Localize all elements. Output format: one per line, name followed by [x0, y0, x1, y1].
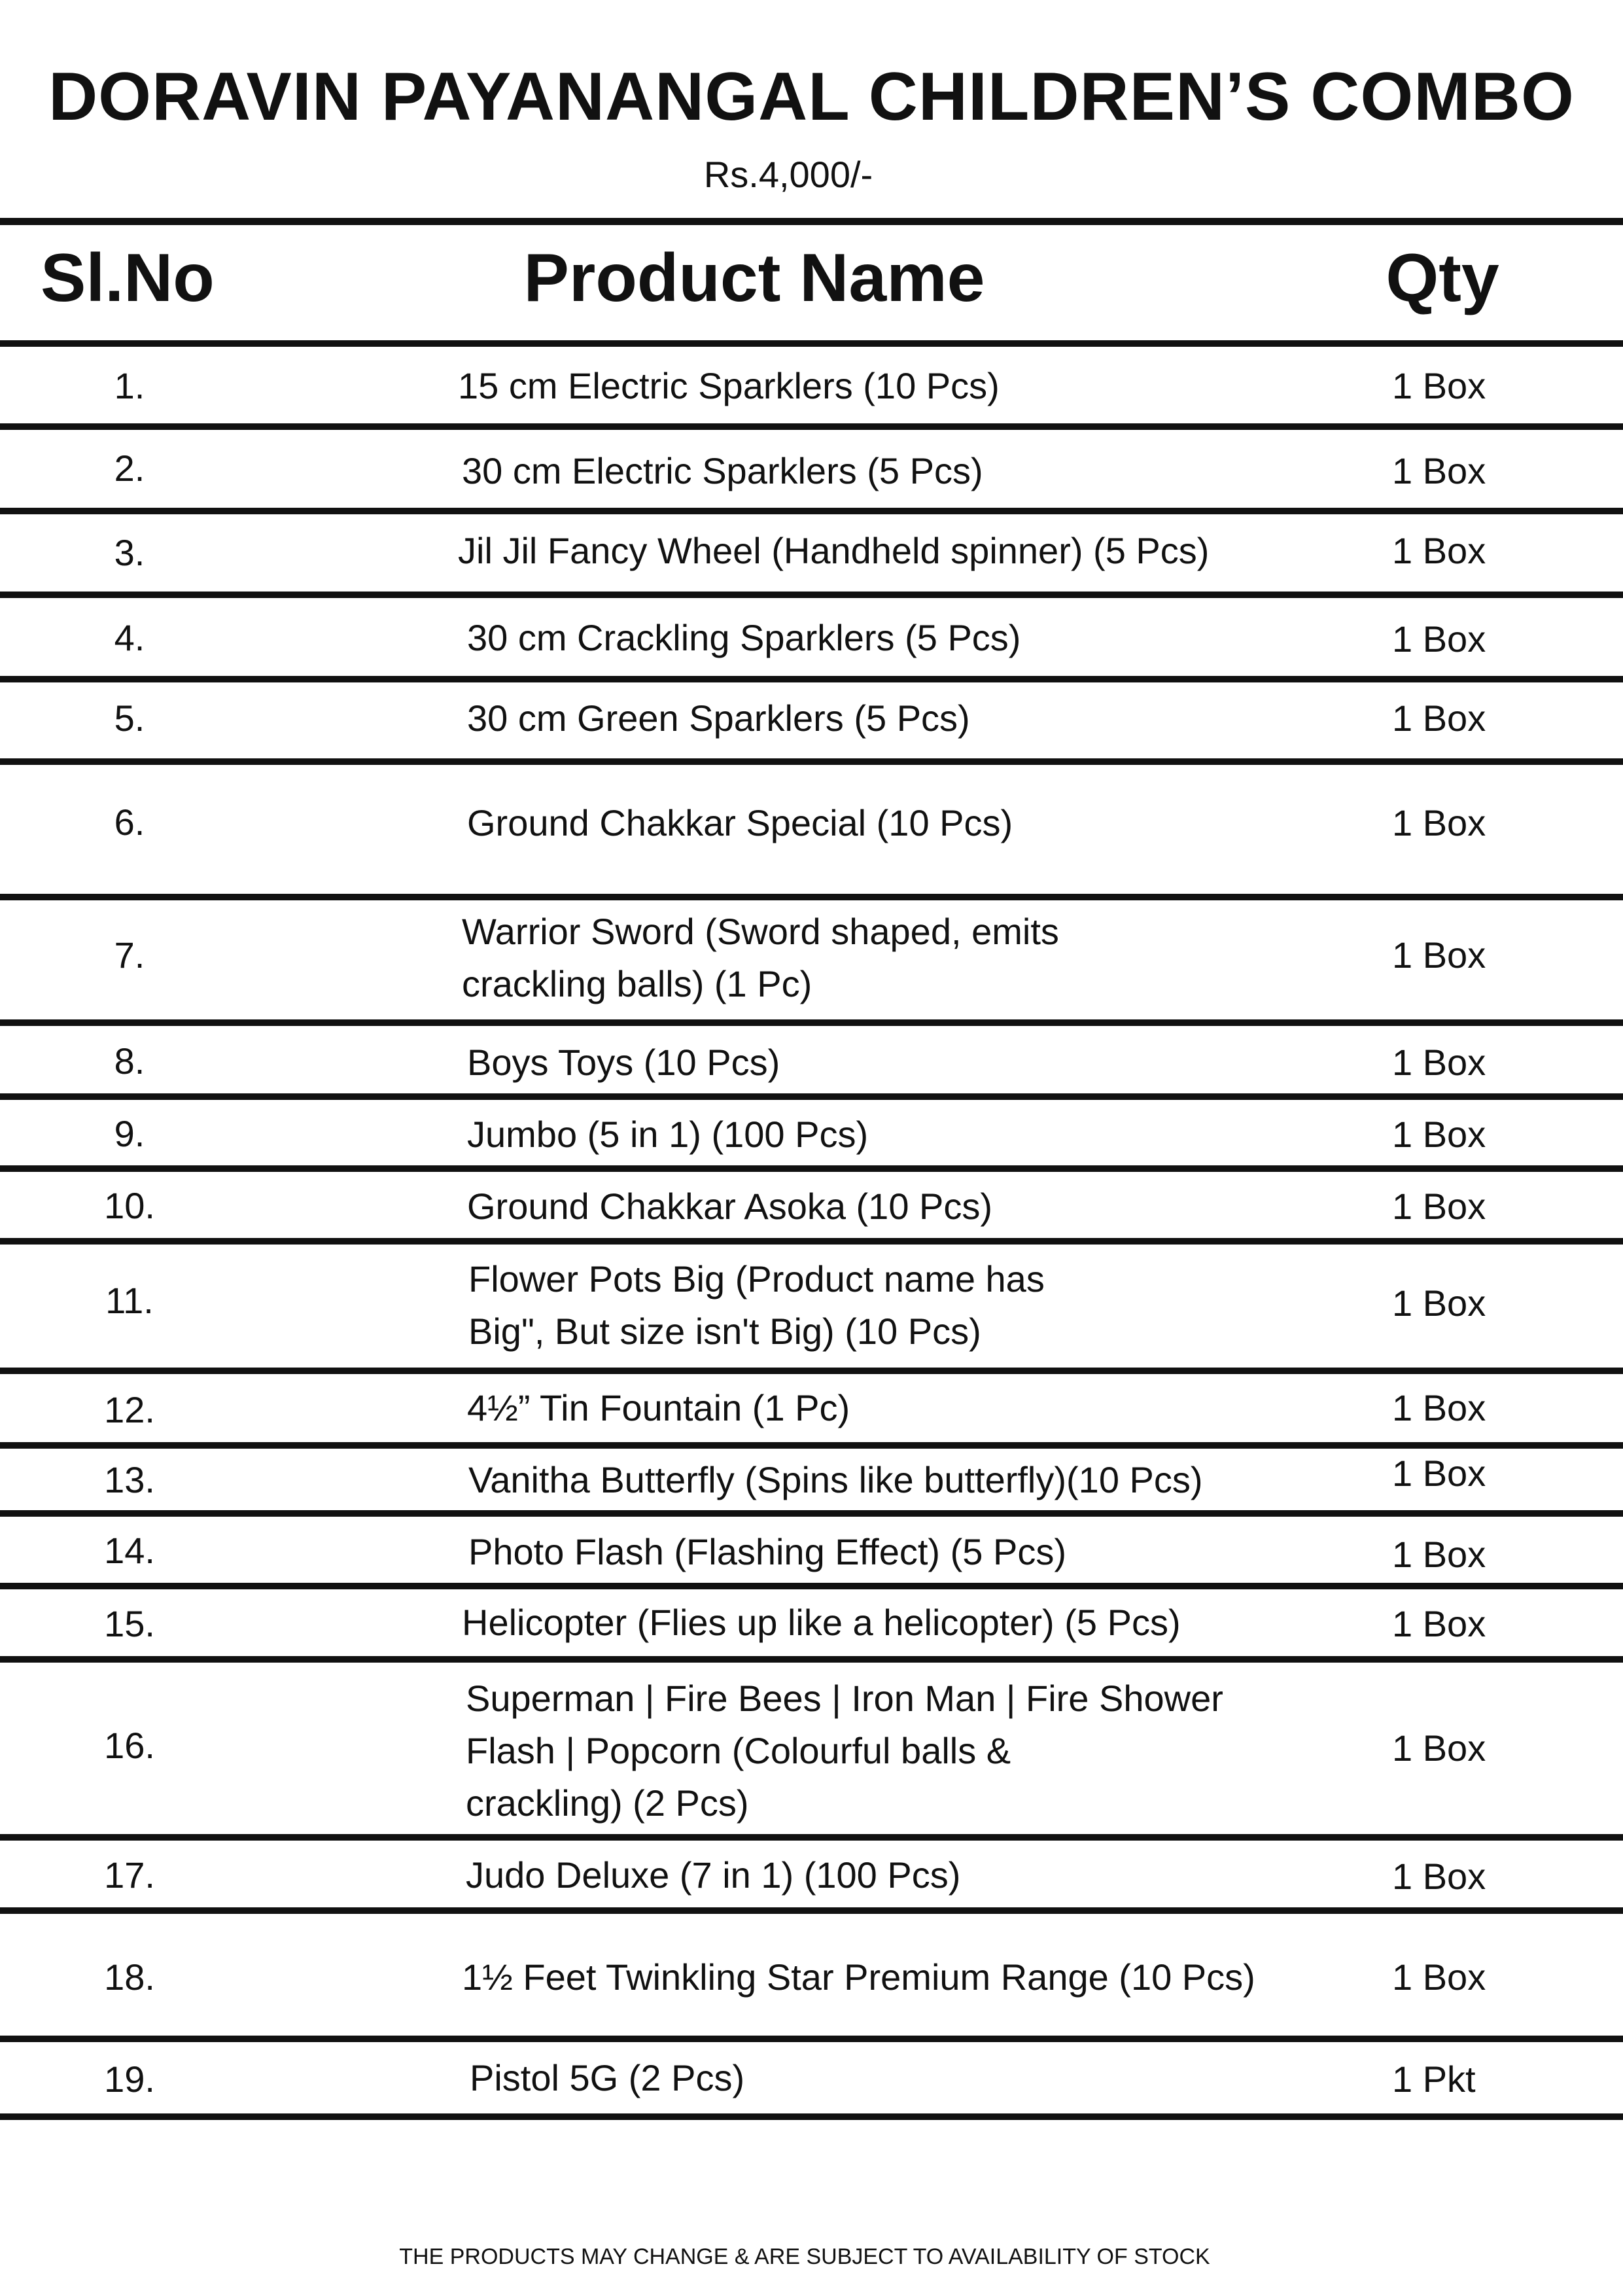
row-sl-no: 12. — [104, 1389, 155, 1430]
row-qty: 1 Box — [1392, 1956, 1486, 1998]
row-product-name: 4½” Tin Fountain (1 Pc) — [467, 1387, 850, 1428]
row-sl-no: 13. — [104, 1459, 155, 1500]
row-qty: 1 Box — [1392, 1453, 1486, 1494]
row-qty: 1 Box — [1392, 365, 1486, 406]
row-qty: 1 Box — [1392, 1603, 1486, 1644]
row-product-name: Superman | Fire Bees | Iron Man | Fire Shower — [466, 1678, 1223, 1719]
row-product-name: Judo Deluxe (7 in 1) (100 Pcs) — [466, 1854, 961, 1896]
row-product-name: Boys Toys (10 Pcs) — [467, 1042, 780, 1083]
row-sl-no: 16. — [104, 1725, 155, 1766]
row-rule — [0, 508, 1623, 514]
row-product-name: Ground Chakkar Asoka (10 Pcs) — [467, 1186, 993, 1227]
row-rule — [0, 592, 1623, 598]
row-rule — [0, 758, 1623, 765]
row-sl-no: 11. — [105, 1280, 154, 1321]
row-sl-no: 14. — [104, 1530, 155, 1571]
row-product-name: Big", But size isn't Big) (10 Pcs) — [468, 1311, 981, 1352]
row-product-name: 30 cm Crackling Sparklers (5 Pcs) — [467, 617, 1021, 658]
row-sl-no: 18. — [104, 1956, 155, 1998]
row-sl-no: 4. — [114, 617, 145, 658]
table-top-rule — [0, 218, 1623, 225]
row-sl-no: 10. — [104, 1185, 155, 1226]
row-product-name: 30 cm Green Sparklers (5 Pcs) — [467, 698, 970, 739]
row-product-name: Flower Pots Big (Product name has — [468, 1258, 1045, 1299]
row-sl-no: 6. — [114, 802, 145, 843]
row-product-name: Pistol 5G (2 Pcs) — [470, 2057, 745, 2098]
combo-title: DORAVIN PAYANANGAL CHILDREN’S COMBO — [48, 59, 1575, 135]
header-sl-no: Sl.No — [41, 240, 215, 316]
row-product-name: 1½ Feet Twinkling Star Premium Range (10 Pcs) — [462, 1956, 1255, 1998]
row-sl-no: 9. — [114, 1113, 145, 1154]
row-sl-no: 2. — [114, 448, 145, 489]
row-qty: 1 Box — [1392, 450, 1486, 491]
row-sl-no: 5. — [114, 698, 145, 739]
row-rule — [0, 1165, 1623, 1172]
combo-price: Rs.4,000/- — [703, 154, 873, 195]
row-product-name: Jil Jil Fancy Wheel (Handheld spinner) (5 Pcs) — [458, 530, 1210, 571]
header-qty: Qty — [1386, 240, 1499, 316]
row-product-name: 15 cm Electric Sparklers (10 Pcs) — [458, 365, 1000, 406]
header-product-name: Product Name — [523, 240, 985, 316]
row-rule — [0, 1368, 1623, 1374]
row-rule — [0, 2036, 1623, 2042]
row-qty: 1 Box — [1392, 802, 1486, 843]
row-qty: 1 Box — [1392, 934, 1486, 976]
row-qty: 1 Box — [1392, 698, 1486, 739]
row-qty: 1 Pkt — [1392, 2058, 1476, 2100]
row-qty: 1 Box — [1392, 1727, 1486, 1769]
row-qty: 1 Box — [1392, 1387, 1486, 1428]
row-rule — [0, 894, 1623, 900]
row-qty: 1 Box — [1392, 1042, 1486, 1083]
stock-disclaimer: THE PRODUCTS MAY CHANGE & ARE SUBJECT TO AVAILABILITY OF STOCK — [399, 2244, 1210, 2269]
row-rule — [0, 1510, 1623, 1517]
row-qty: 1 Box — [1392, 1856, 1486, 1897]
row-product-name: 30 cm Electric Sparklers (5 Pcs) — [462, 450, 983, 491]
row-product-name: Ground Chakkar Special (10 Pcs) — [467, 802, 1013, 843]
row-sl-no: 3. — [114, 532, 145, 573]
row-rule — [0, 1834, 1623, 1841]
row-rule — [0, 2113, 1623, 2120]
row-rule — [0, 1656, 1623, 1663]
row-product-name: crackling) (2 Pcs) — [466, 1782, 749, 1824]
row-qty: 1 Box — [1392, 1186, 1486, 1227]
row-rule — [0, 1093, 1623, 1100]
row-sl-no: 17. — [104, 1854, 155, 1896]
row-sl-no: 1. — [114, 365, 145, 406]
row-sl-no: 7. — [114, 934, 145, 976]
row-rule — [0, 1907, 1623, 1914]
row-product-name: Warrior Sword (Sword shaped, emits — [462, 911, 1059, 952]
row-rule — [0, 1019, 1623, 1026]
row-product-name: Photo Flash (Flashing Effect) (5 Pcs) — [468, 1531, 1066, 1572]
row-qty: 1 Box — [1392, 1534, 1486, 1575]
row-rule — [0, 1238, 1623, 1245]
row-rule — [0, 423, 1623, 430]
row-qty: 1 Box — [1392, 530, 1486, 571]
row-qty: 1 Box — [1392, 1114, 1486, 1155]
row-product-name: crackling balls) (1 Pc) — [462, 963, 812, 1004]
row-product-name: Flash | Popcorn (Colourful balls & — [466, 1730, 1011, 1771]
row-rule — [0, 1442, 1623, 1449]
row-sl-no: 8. — [114, 1040, 145, 1082]
row-qty: 1 Box — [1392, 618, 1486, 660]
row-rule — [0, 676, 1623, 682]
row-product-name: Helicopter (Flies up like a helicopter) (5 Pcs) — [462, 1602, 1181, 1643]
row-rule — [0, 1583, 1623, 1589]
row-product-name: Jumbo (5 in 1) (100 Pcs) — [467, 1114, 869, 1155]
row-product-name: Vanitha Butterfly (Spins like butterfly)(10 Pcs) — [468, 1459, 1203, 1500]
row-sl-no: 19. — [104, 2058, 155, 2100]
row-sl-no: 15. — [104, 1603, 155, 1644]
row-rule — [0, 340, 1623, 347]
row-qty: 1 Box — [1392, 1282, 1486, 1324]
